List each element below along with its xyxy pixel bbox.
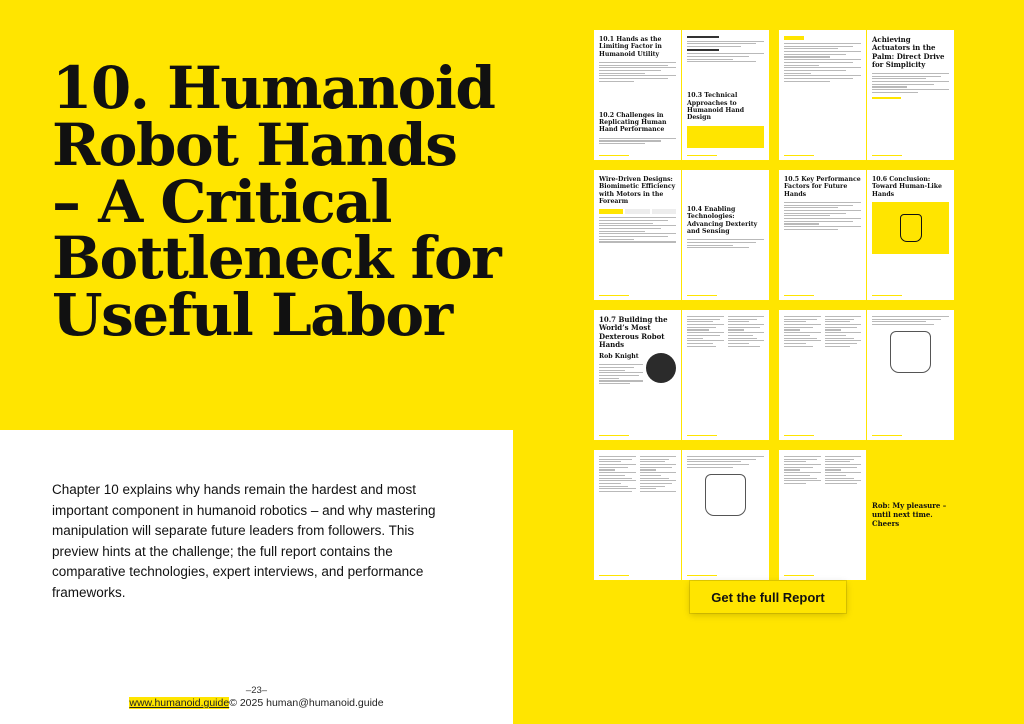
thumb-heading: 10.7 Building the World’s Most Dexterous Robot Hands bbox=[599, 315, 668, 349]
thumb-page-left bbox=[594, 170, 681, 300]
thumb-table-header bbox=[599, 209, 676, 214]
headline-line-2: Robot Hands bbox=[52, 110, 457, 179]
thumb-page-left bbox=[779, 310, 866, 440]
thumb-text-block bbox=[599, 217, 676, 242]
page-number: –23– bbox=[245, 685, 268, 696]
thumb-text-block bbox=[784, 43, 861, 82]
thumb-two-column-text bbox=[784, 316, 861, 347]
thumb-accent-underline bbox=[872, 97, 901, 99]
thumb-heading: 10.3 Technical Approaches to Humanoid Hand Design bbox=[687, 92, 745, 122]
thumb-footer-bar bbox=[872, 295, 902, 297]
thumb-page-left bbox=[594, 30, 681, 160]
thumb-footer-bar bbox=[687, 435, 717, 437]
get-full-report-button[interactable]: Get the full Report bbox=[690, 581, 846, 613]
spread-thumbnail[interactable] bbox=[594, 450, 769, 580]
closing-quote: Rob: My pleasure – until next time. Cheers bbox=[872, 501, 947, 528]
spread-thumbnail[interactable] bbox=[779, 30, 954, 160]
thumb-heading: Wire-Driven Designs: Biomimetic Efficiency with Motors in the Forearm bbox=[599, 176, 676, 205]
thumb-footer-bar bbox=[784, 575, 814, 577]
thumb-text-block bbox=[872, 316, 949, 325]
thumb-footer-bar bbox=[599, 155, 629, 157]
page-title bbox=[52, 54, 512, 350]
preview-thumbnail-grid bbox=[594, 30, 954, 580]
thumb-accent-chip bbox=[784, 36, 804, 40]
robot-hand-illustration bbox=[872, 202, 949, 254]
thumb-text-block bbox=[599, 364, 643, 384]
thumb-heading: 10.6 Conclusion: Toward Human-Like Hands bbox=[872, 176, 942, 198]
spread-thumbnail[interactable] bbox=[594, 170, 769, 300]
thumb-footer-bar bbox=[599, 575, 629, 577]
thumb-heading-secondary: 10.2 Challenges in Replicating Human Hand Performance bbox=[599, 111, 667, 134]
thumb-footer-bar bbox=[599, 295, 629, 297]
thumb-text-block bbox=[687, 239, 764, 248]
spread-thumbnail[interactable] bbox=[779, 310, 954, 440]
thumb-two-column-text bbox=[784, 456, 861, 484]
page-footer bbox=[0, 685, 513, 709]
site-link[interactable]: www.humanoid.guide bbox=[129, 697, 230, 709]
robot-hand-sketch bbox=[705, 474, 745, 516]
robot-hand-sketch bbox=[890, 331, 930, 373]
spread-thumbnail[interactable] bbox=[779, 450, 954, 580]
spread-thumbnail[interactable] bbox=[594, 30, 769, 160]
thumb-footer-bar bbox=[872, 155, 902, 157]
thumb-two-column-text bbox=[599, 456, 676, 492]
thumb-page-right bbox=[867, 170, 954, 300]
thumb-page-right bbox=[867, 30, 954, 160]
thumb-heading: 10.1 Hands as the Limiting Factor in Humanoid Utility bbox=[599, 36, 662, 58]
copyright-text: © 2025 human@humanoid.guide bbox=[229, 697, 384, 709]
thumb-footer-bar bbox=[687, 575, 717, 577]
thumb-page-right bbox=[682, 450, 769, 580]
thumb-yellow-figure bbox=[687, 126, 764, 148]
thumb-page-right-closing bbox=[867, 450, 954, 580]
thumb-text-block bbox=[599, 138, 676, 144]
thumb-footer-bar bbox=[687, 295, 717, 297]
thumb-text-block bbox=[872, 73, 949, 93]
thumb-page-right bbox=[682, 310, 769, 440]
thumb-page-right bbox=[867, 310, 954, 440]
thumb-page-right bbox=[682, 170, 769, 300]
thumb-page-right bbox=[682, 30, 769, 160]
thumb-heading: 10.5 Key Performance Factors for Future Hands bbox=[784, 176, 861, 198]
headline-line-1: 10. Humanoid bbox=[52, 54, 495, 122]
thumb-footer-bar bbox=[784, 435, 814, 437]
chapter-summary-text: Chapter 10 explains why hands remain the hardest and most important component in humanoid robotics – and why mastering manipulation will separate future leaders from followers. This preview hints at the challenge; the full report contains the comparative technologies, expert interviews, and performance frameworks. bbox=[52, 482, 436, 600]
thumb-text-block bbox=[784, 202, 861, 230]
thumb-page-left bbox=[779, 30, 866, 160]
thumb-heading: Achieving Actuators in the Palm: Direct Drive for Simplicity bbox=[872, 35, 945, 69]
thumb-footer-bar bbox=[687, 155, 717, 157]
thumb-heading: 10.4 Enabling Technologies: Advancing Dexterity and Sensing bbox=[687, 206, 758, 235]
thumb-footer-bar bbox=[872, 435, 902, 437]
thumb-subheading: Rob Knight bbox=[599, 353, 639, 360]
thumb-page-left bbox=[594, 310, 681, 440]
headline-line-5: Useful Labor bbox=[52, 281, 452, 350]
thumb-text-block bbox=[599, 62, 676, 82]
headline-line-4: Bottleneck for bbox=[52, 224, 501, 293]
thumb-page-left bbox=[594, 450, 681, 580]
interviewee-avatar bbox=[646, 353, 676, 383]
thumb-footer-bar bbox=[599, 435, 629, 437]
spread-thumbnail[interactable] bbox=[779, 170, 954, 300]
thumb-text-block bbox=[687, 36, 764, 62]
spread-thumbnail[interactable] bbox=[594, 310, 769, 440]
thumb-page-left bbox=[779, 450, 866, 580]
thumb-page-left bbox=[779, 170, 866, 300]
thumb-footer-bar bbox=[784, 155, 814, 157]
thumb-two-column-text bbox=[687, 316, 764, 347]
headline-line-3: – A Critical bbox=[52, 167, 391, 236]
thumb-footer-bar bbox=[784, 295, 814, 297]
thumb-text-block bbox=[687, 456, 764, 468]
